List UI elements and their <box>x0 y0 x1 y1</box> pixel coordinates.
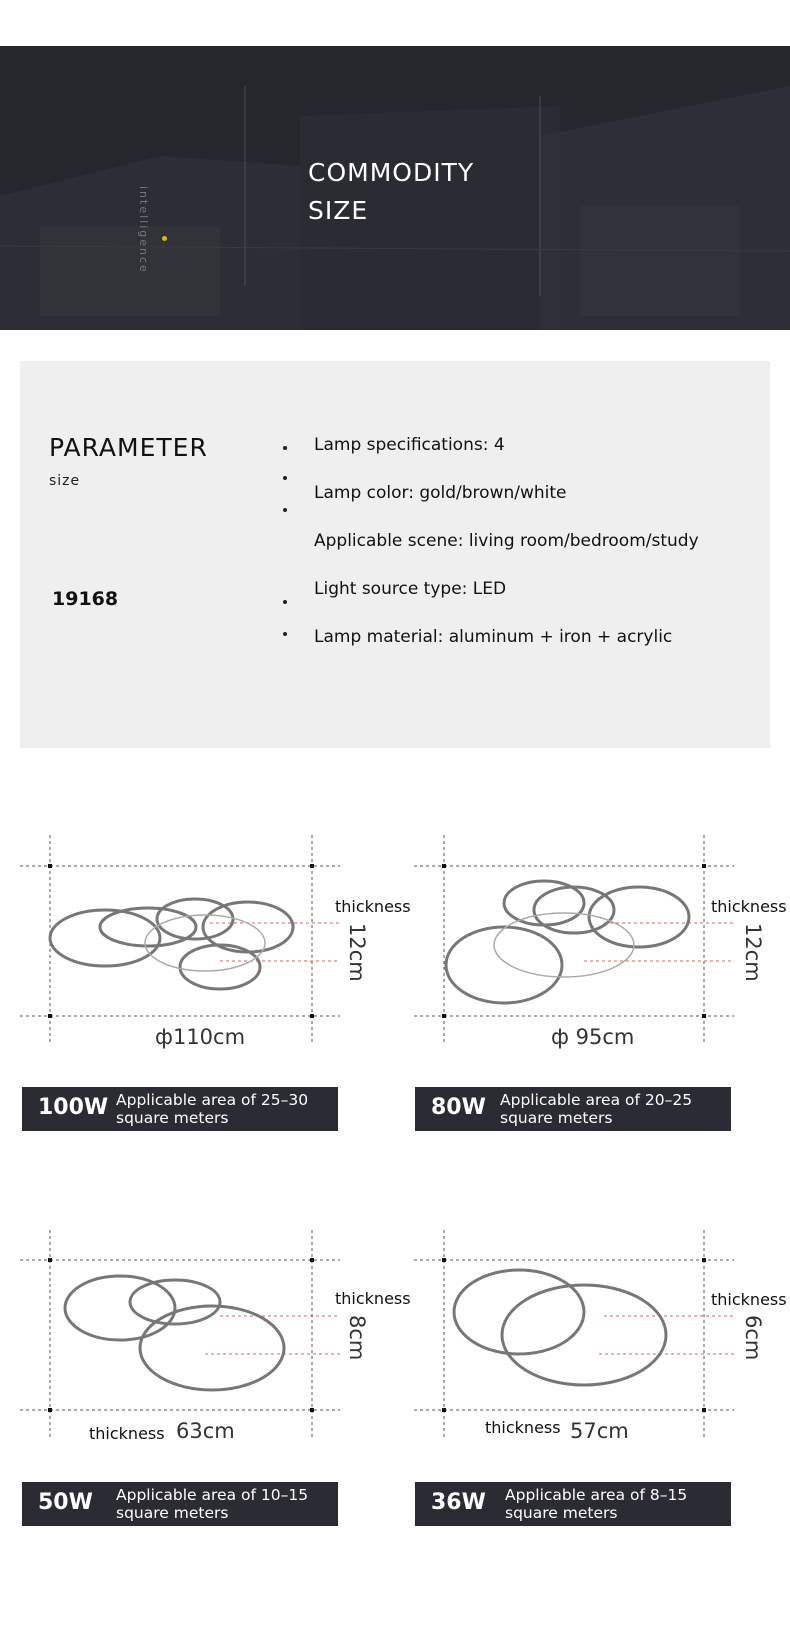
spec-item: Applicable scene: living room/bedroom/study <box>314 531 699 551</box>
thickness-label: thickness <box>711 1290 787 1309</box>
watt-bar-100w <box>22 1087 338 1131</box>
area-line1: Applicable area of 10–15 <box>116 1486 309 1504</box>
banner-vertical-text: intelligence <box>137 186 150 274</box>
area-line1: Applicable area of 25–30 <box>116 1091 309 1109</box>
spec-item: Lamp specifications: 4 <box>314 435 505 455</box>
thickness-value: 12cm <box>345 923 369 982</box>
watt-label: 100W <box>38 1095 109 1120</box>
lamp-50w-diagram <box>20 1230 340 1445</box>
area-line1: Applicable area of 8–15 <box>505 1486 688 1504</box>
area-line2: square meters <box>500 1109 613 1127</box>
lamp-100w-diagram <box>20 835 340 1050</box>
area-line2: square meters <box>505 1504 618 1522</box>
area-line2: square meters <box>116 1504 229 1522</box>
lamp-36w-diagram <box>414 1230 734 1445</box>
bullet <box>283 476 287 480</box>
diameter-value: 57cm <box>570 1419 629 1443</box>
spec-item: Lamp material: aluminum + iron + acrylic <box>314 627 673 647</box>
diameter-value: ф110cm <box>155 1025 246 1049</box>
header-banner <box>0 46 790 330</box>
bullet <box>283 632 287 636</box>
area-line1: Applicable area of 20–25 <box>500 1091 693 1109</box>
accent-dot <box>162 236 167 241</box>
watt-bar-50w <box>22 1482 338 1526</box>
bullet <box>283 600 287 604</box>
area-text <box>116 1091 308 1127</box>
banner-title-line1: COMMODITY <box>308 158 475 187</box>
bottom-label: thickness <box>89 1424 165 1443</box>
area-text <box>500 1091 692 1127</box>
diameter-value: ф 95cm <box>551 1025 635 1049</box>
thickness-value: 6cm <box>741 1315 765 1361</box>
area-line2: square meters <box>116 1109 229 1127</box>
watt-label: 36W <box>431 1490 486 1515</box>
thickness-value: 12cm <box>741 923 765 982</box>
bottom-label: thickness <box>485 1418 561 1437</box>
diameter-value: 63cm <box>176 1419 235 1443</box>
thickness-label: thickness <box>711 897 787 916</box>
spec-item: Light source type: LED <box>314 579 507 599</box>
spec-item: Lamp color: gold/brown/white <box>314 483 567 503</box>
bullet <box>283 508 287 512</box>
parameter-subtitle: size <box>49 473 81 489</box>
thickness-label: thickness <box>335 897 411 916</box>
watt-bar-80w <box>415 1087 731 1131</box>
area-text <box>116 1486 308 1522</box>
parameter-panel <box>20 361 770 748</box>
lamp-80w-diagram <box>414 835 734 1050</box>
thickness-label: thickness <box>335 1289 411 1308</box>
watt-bar-36w <box>415 1482 731 1526</box>
parameter-title: PARAMETER <box>49 433 208 462</box>
watt-label: 50W <box>38 1490 93 1515</box>
banner-title-line2: SIZE <box>308 196 369 225</box>
bullet <box>283 446 287 450</box>
banner-title <box>308 154 474 230</box>
area-text <box>505 1486 687 1522</box>
thickness-value: 8cm <box>345 1315 369 1361</box>
model-number: 19168 <box>52 588 119 610</box>
watt-label: 80W <box>431 1095 486 1120</box>
